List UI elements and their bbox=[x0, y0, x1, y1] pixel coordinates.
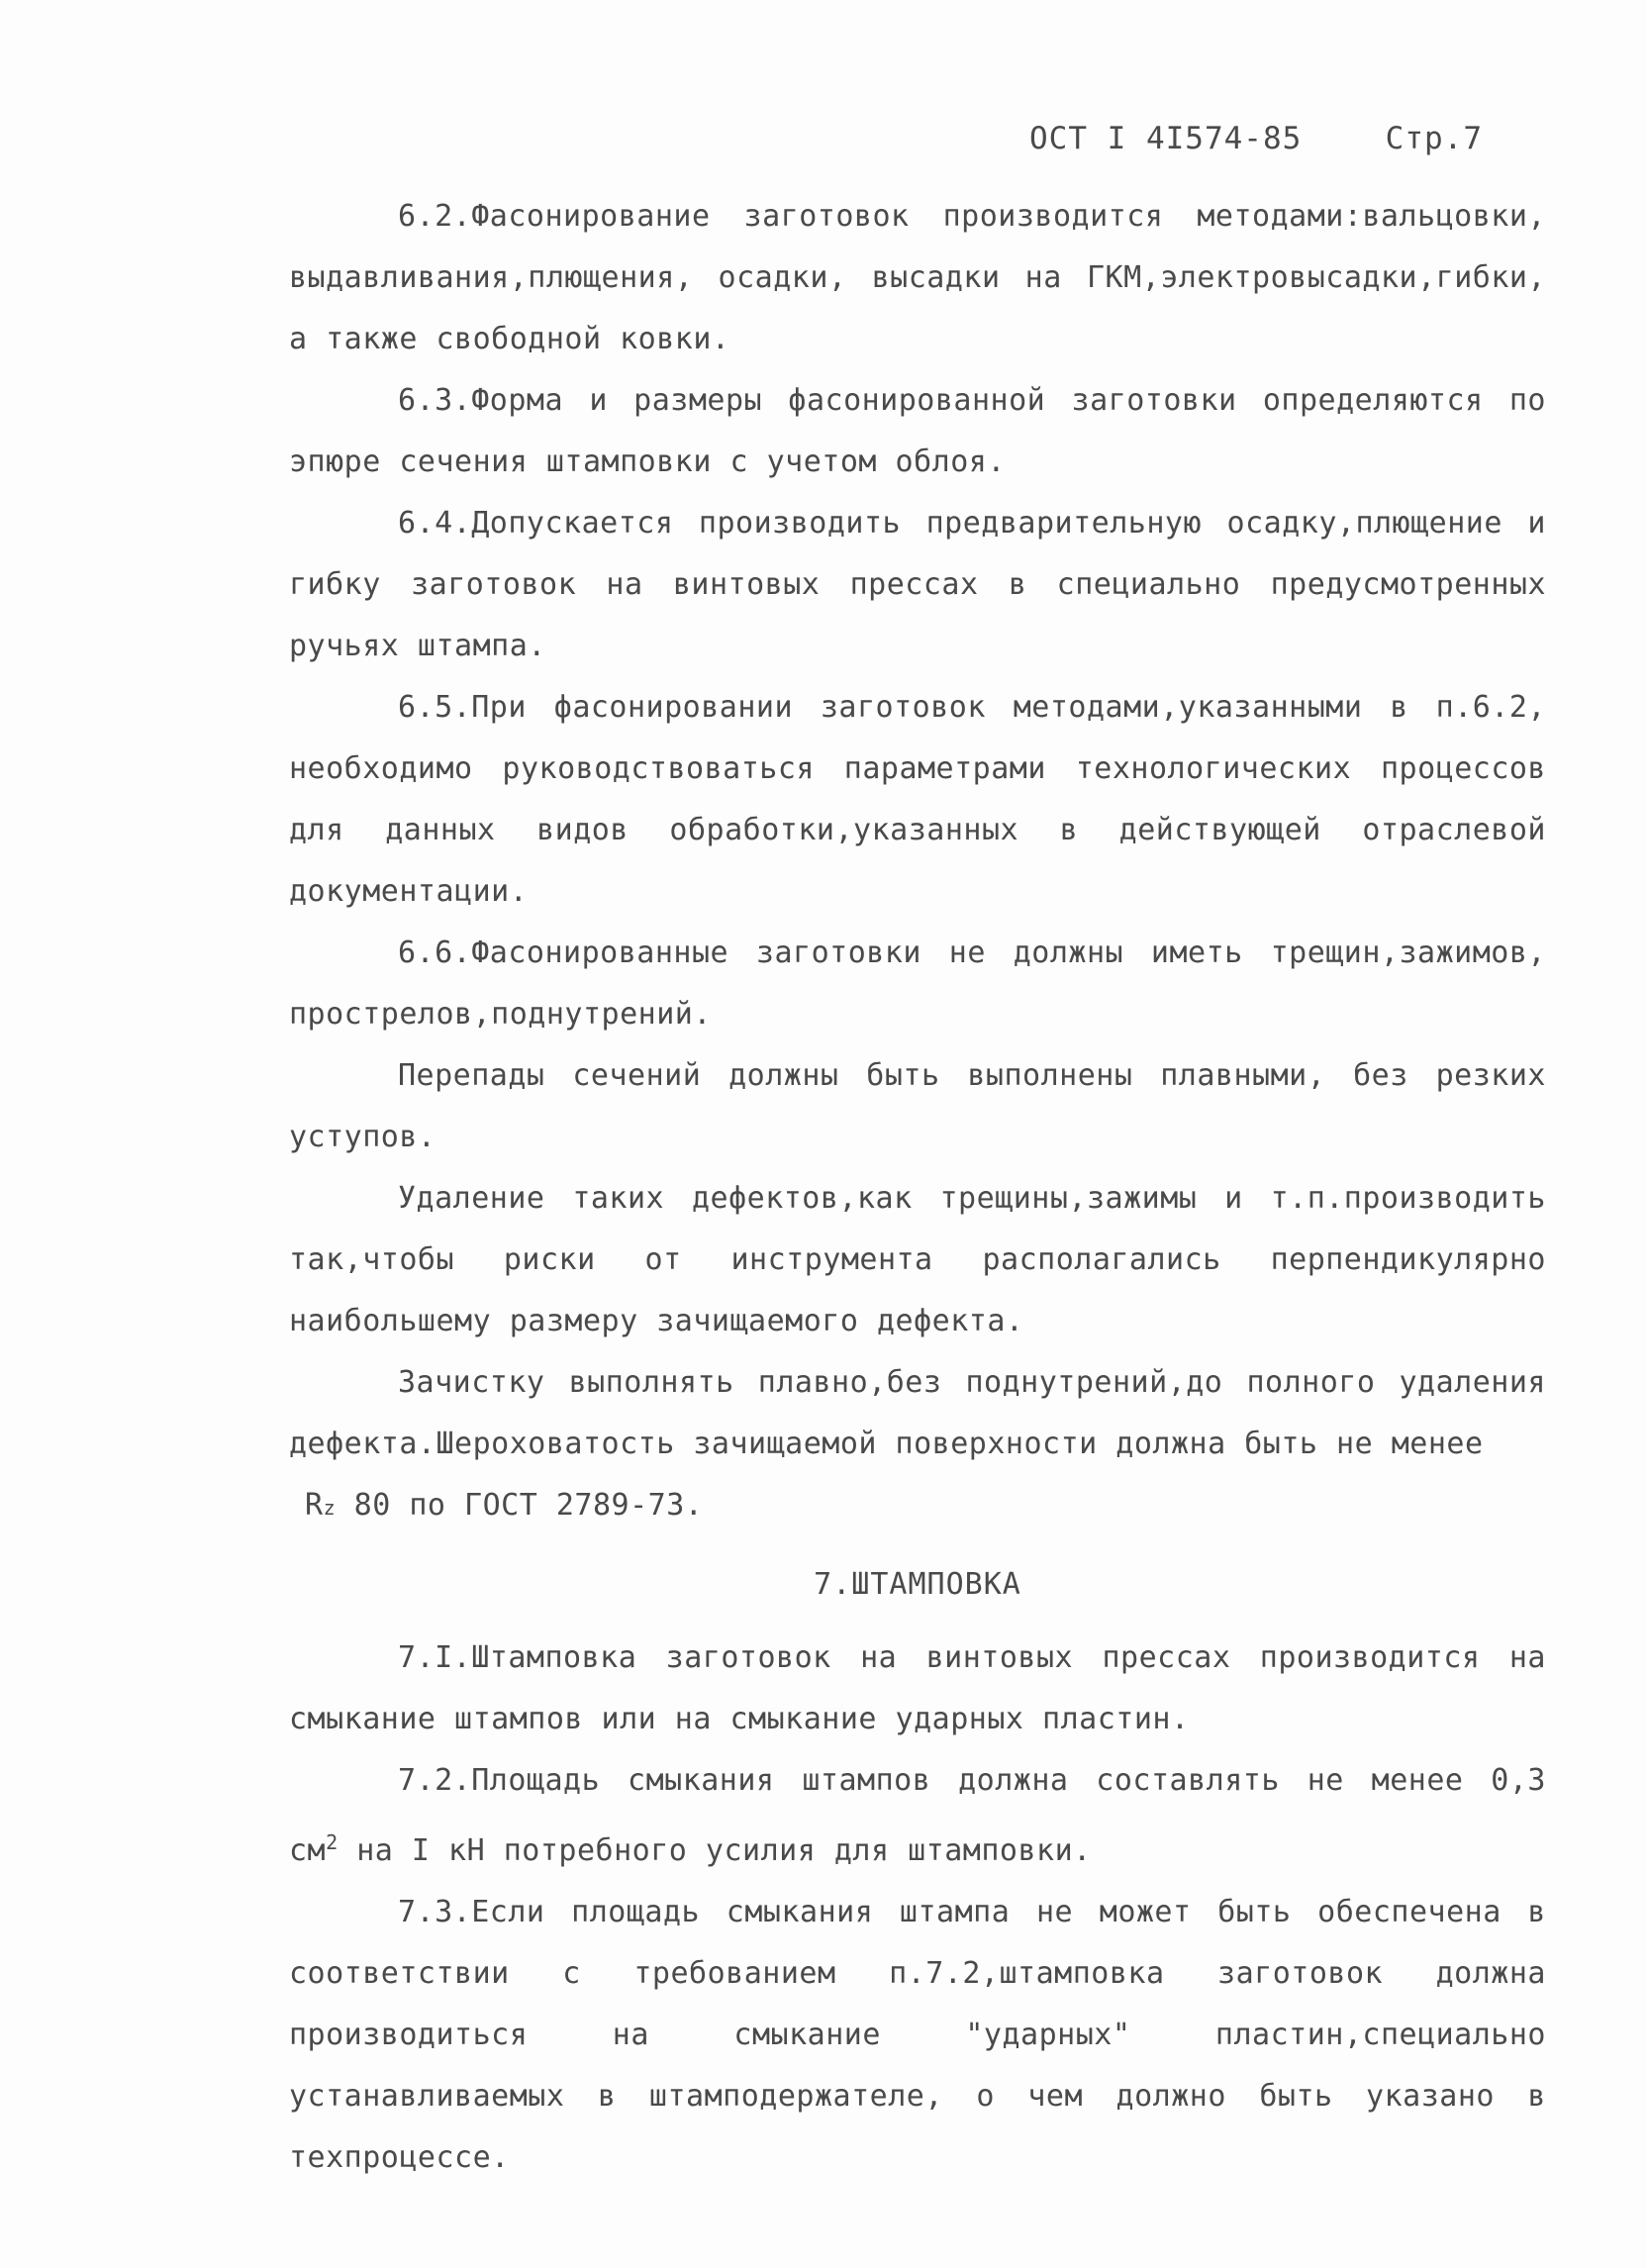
p72-superscript: 2 bbox=[326, 1830, 339, 1854]
paragraph-7-1: 7.I.Штамповка заготовок на винтовых прессах производится на смыкание штампов или на смыкание ударных пластин. bbox=[289, 1640, 1546, 1736]
roughness-symbol: R bbox=[305, 1488, 324, 1523]
paragraph-7-2 bbox=[289, 1750, 1546, 1882]
roughness-line bbox=[289, 1475, 1546, 1538]
document-body bbox=[289, 186, 1546, 2189]
paragraph-cleaning bbox=[289, 1352, 1546, 1475]
cleaning-text: Зачистку выполнять плавно,без поднутрений,до полного удаления дефекта.Шероховатость зачищаемой поверхности должна быть не менее bbox=[289, 1365, 1546, 1461]
roughness-subscript: z bbox=[323, 1496, 337, 1520]
paragraph-7-3: 7.3.Если площадь смыкания штампа не может быть обеспечена в соответствии с требованием п.7.2,штамповка заготовок должна производиться на смыкание "ударных" пластин,специально устанавливаемых в штамподержателе, о чем должно быть указано в техпроцессе. bbox=[289, 1895, 1546, 2175]
paragraph-6-6: 6.6.Фасонированные заготовки не должны иметь трещин,зажимов, прострелов,поднутрений. bbox=[289, 936, 1546, 1032]
roughness-value: 80 по ГОСТ 2789-73. bbox=[353, 1488, 704, 1523]
paragraph-6-4: 6.4.Допускается производить предварительную осадку,плющение и гибку заготовок на винтовых прессах в специально предусмотренных ручьях штампа. bbox=[289, 506, 1546, 663]
paragraph-defect-removal: Удаление таких дефектов,как трещины,зажимы и т.п.производить так,чтобы риски от инструмента располагались перпендикулярно наибольшему размеру зачищаемого дефекта. bbox=[289, 1181, 1546, 1338]
paragraph-transitions: Перепады сечений должны быть выполнены плавными, без резких уступов. bbox=[289, 1058, 1546, 1154]
paragraph-6-5: 6.5.При фасонировании заготовок методами,указанными в п.6.2, необходимо руководствоваться параметрами технологических процессов для данных видов обработки,указанных в действующей отраслевой документации. bbox=[289, 690, 1546, 909]
p72-text: 7.2.Площадь смыкания штампов должна составлять не менее 0,3 см bbox=[289, 1763, 1546, 1868]
standard-code: ОСТ I 4I574-85 bbox=[1029, 121, 1303, 156]
section-title: 7.ШТАМПОВКА bbox=[814, 1567, 1021, 1602]
page-header bbox=[1029, 121, 1524, 156]
paragraph-6-2: 6.2.Фасонирование заготовок производится методами:вальцовки, выдавливания,плющения, осадки, высадки на ГКМ,электровысадки,гибки, а также свободной ковки. bbox=[289, 199, 1546, 356]
p72-tail: на I кН потребного усилия для штамповки. bbox=[338, 1833, 1092, 1868]
page-number: Стр.7 bbox=[1385, 121, 1483, 156]
paragraph-6-3: 6.3.Форма и размеры фасонированной заготовки определяются по эпюре сечения штамповки с учетом облоя. bbox=[289, 383, 1546, 479]
